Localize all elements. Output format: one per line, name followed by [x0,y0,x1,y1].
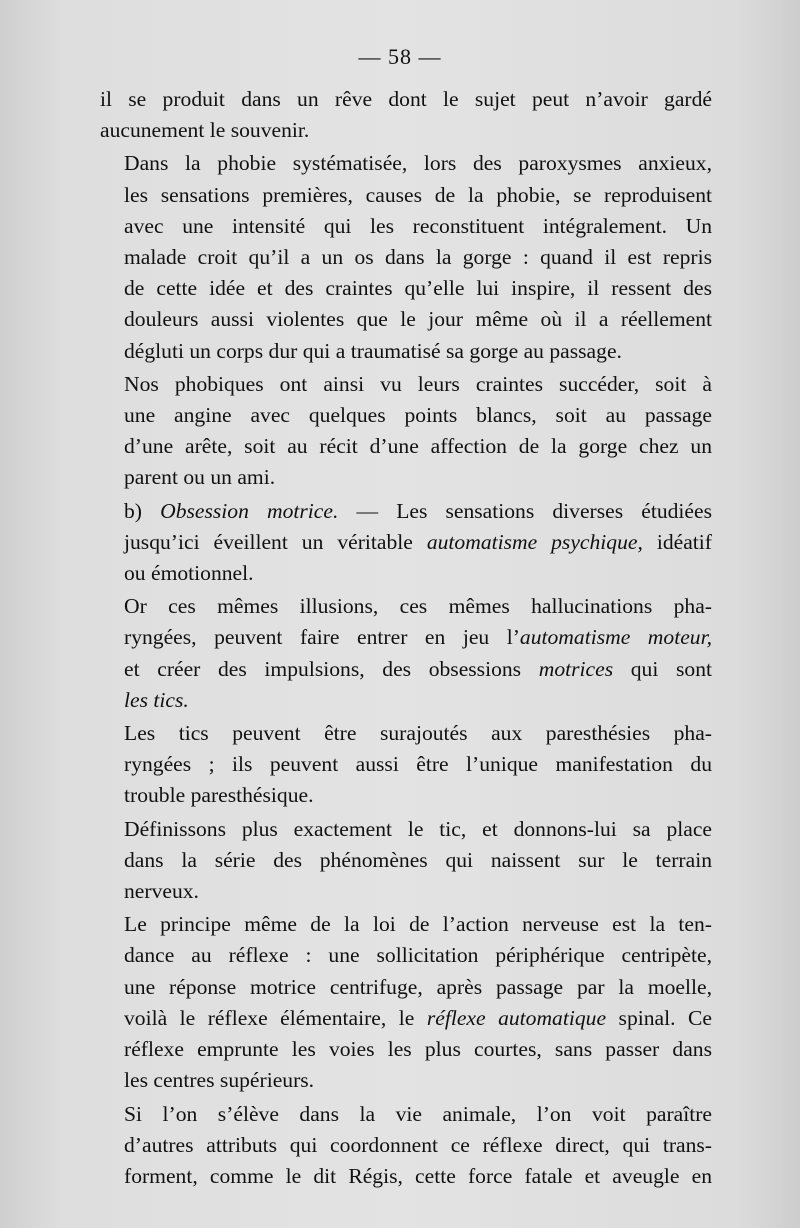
text-line [100,940,712,971]
paragraph [100,591,712,716]
text-line [100,1003,712,1034]
text-run: d’une arête, soit au récit d’une affection de la gorge chez un [124,434,712,459]
text-run: b) [124,498,161,523]
text-run: voilà le réflexe élémentaire, le [124,1005,427,1030]
text-run: — Les sensations diverses étudiées [338,498,712,523]
text-run: malade croit qu’il a un os dans la gorge : quand il est repris [124,245,712,270]
text-run: Définissons plus exactement le tic, et donnons-lui sa place [124,816,712,841]
text-line [100,685,712,716]
text-run: forment, comme le dit Régis, cette force fatale et aveugle en [124,1163,712,1188]
text-line [100,84,712,115]
text-line [100,1161,712,1192]
text-line [100,336,712,367]
text-line [100,814,712,845]
text-line [100,527,712,558]
text-line [100,273,712,304]
text-line [100,622,712,653]
text-run: dégluti un corps dur qui a traumatisé sa gorge au passage. [124,338,622,363]
text-line [100,1130,712,1161]
text-run: nerveux. [124,879,199,904]
text-line [100,654,712,685]
paragraph [100,909,712,1096]
text-run: dans la série des phénomènes qui naissent sur le terrain [124,847,712,872]
text-line [100,115,712,146]
paragraph [100,369,712,494]
text-run: ryngées, peuvent faire entrer en jeu l’ [124,625,520,650]
body-text [100,84,712,1192]
italic-text: les tics. [124,687,189,712]
text-run: ryngées ; ils peuvent aussi être l’unique manifestation du [124,752,712,777]
text-line [100,1034,712,1065]
text-run: les centres supérieurs. [124,1068,315,1093]
paragraph [100,1099,712,1193]
paragraph [100,496,712,590]
text-run: trouble paresthésique. [124,783,314,808]
text-run: et créer des impulsions, des obsessions [124,656,539,681]
text-line [100,718,712,749]
page-number: — 58 — [358,44,442,69]
text-run: Dans la phobie systématisée, lors des paroxysmes anxieux, [124,151,712,176]
text-run: d’autres attributs qui coordonnent ce réflexe direct, qui trans- [124,1132,712,1157]
text-run: parent ou un ami. [124,465,276,490]
italic-text: réflexe automatique [426,1005,607,1030]
text-line [100,211,712,242]
text-run: idéatif [642,529,712,554]
text-line [100,431,712,462]
text-run: une angine avec quelques points blancs, soit au passage [124,403,712,428]
text-line [100,749,712,780]
text-line [100,909,712,940]
text-run: réflexe emprunte les voies les plus courtes, sans passer dans [124,1037,712,1062]
italic-text: Obsession motrice. [160,498,339,523]
text-line [100,148,712,179]
text-line [100,591,712,622]
text-run: Le principe même de la loi de l’action nerveuse est la ten- [124,912,712,937]
text-line [100,304,712,335]
text-line [100,558,712,589]
italic-text: motrices [538,656,614,681]
text-line [100,845,712,876]
text-run: douleurs aussi violentes que le jour même où il a réellement [124,307,712,332]
text-run: ou émotionnel. [124,561,254,586]
text-run: les sensations premières, causes de la phobie, se reproduisent [124,182,712,207]
text-run: une réponse motrice centrifuge, après passage par la moelle, [124,974,712,999]
text-run: Or ces mêmes illusions, ces mêmes hallucinations pha- [124,594,712,619]
text-line [100,780,712,811]
text-run: aucunement le souvenir. [100,118,310,143]
text-run: Les tics peuvent être surajoutés aux paresthésies pha- [124,721,712,746]
text-line [100,462,712,493]
paragraph [100,84,712,146]
paragraph [100,814,712,908]
text-run: il se produit dans un rêve dont le sujet peut n’avoir gardé [100,87,712,111]
text-line [100,369,712,400]
text-line [100,496,712,527]
text-line [100,180,712,211]
text-line [100,972,712,1003]
text-line [100,1065,712,1096]
text-run: de cette idée et des craintes qu’elle lui inspire, il ressent des [124,276,712,301]
text-line [100,242,712,273]
text-line [100,1099,712,1130]
text-run: Si l’on s’élève dans la vie animale, l’on voit paraître [124,1101,712,1126]
text-run: Nos phobiques ont ainsi vu leurs craintes succéder, soit à [124,371,712,396]
paragraph [100,148,712,366]
paragraph [100,718,712,812]
text-line [100,876,712,907]
italic-text: automatisme moteur, [519,625,712,650]
text-run: spinal. Ce [606,1005,712,1030]
text-run: avec une intensité qui les reconstituent intégralement. Un [124,213,712,238]
italic-text: automatisme psychique, [426,529,643,554]
text-run: dance au réflexe : une sollicitation périphérique centripète, [124,943,712,968]
text-run: qui sont [613,656,712,681]
text-line [100,400,712,431]
text-run: jusqu’ici éveillent un véritable [124,529,427,554]
